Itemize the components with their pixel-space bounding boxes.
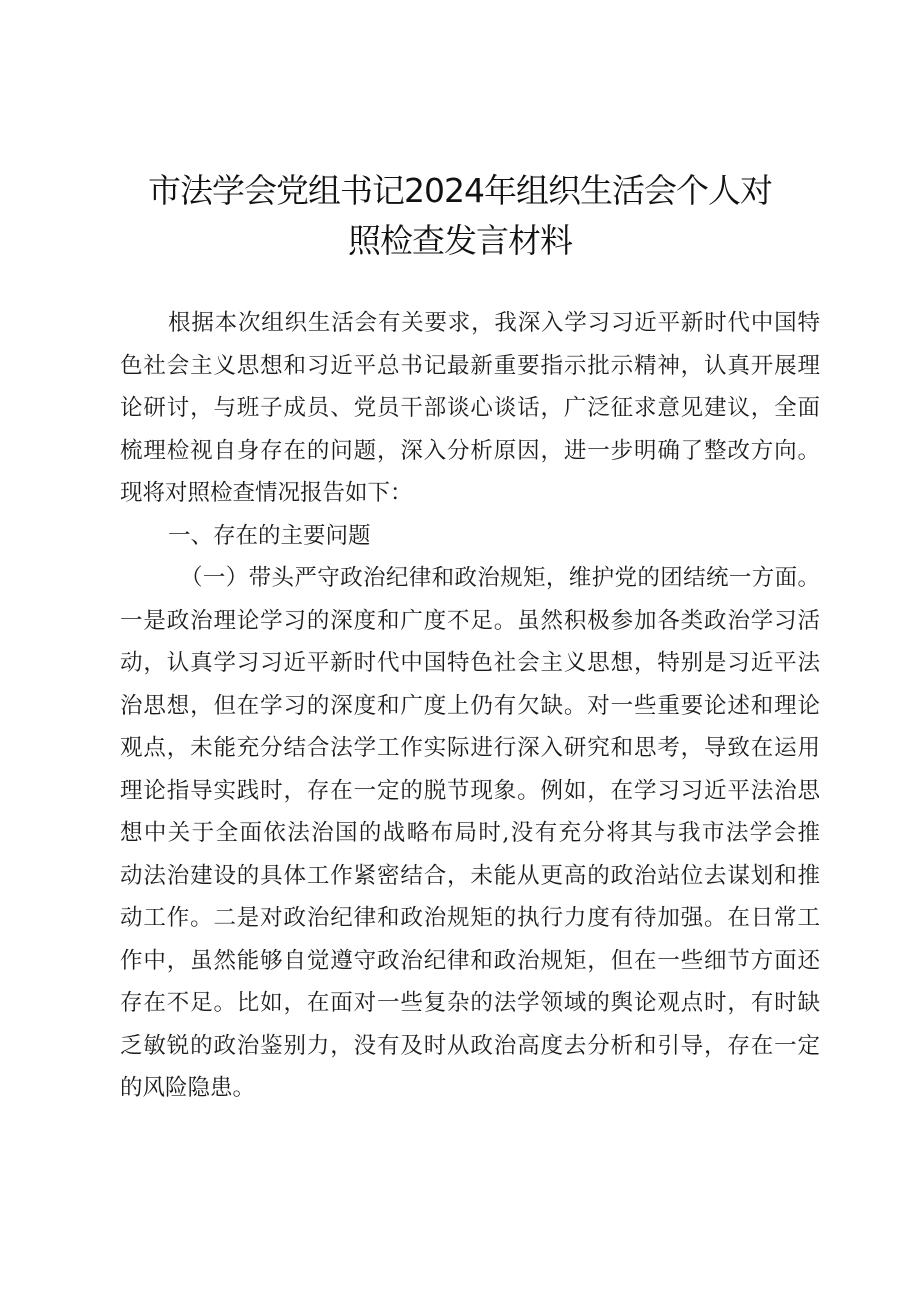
section-heading [120, 515, 820, 558]
title-line-2: 照检查发言材料 [348, 221, 572, 260]
document-title [120, 166, 800, 266]
text-line: 论研讨，与班子成员、党员干部谈心谈话，广泛征求意见建议，全面 [120, 395, 820, 421]
title-line-1: 市法学会党组书记2024年组织生活会个人对 [148, 171, 772, 210]
text-line: 想中关于全面依法治国的战略布局时,没有充分将其与我市法学会推 [120, 820, 820, 846]
text-line: 治思想，但在学习的深度和广度上仍有欠缺。对一些重要论述和理论 [120, 692, 820, 719]
text-line: 存在不足。比如，在面对一些复杂的法学领域的舆论观点时，有时缺 [120, 990, 820, 1016]
text-line: 根据本次组织生活会有关要求，我深入学习习近平新时代中国特 [168, 310, 820, 336]
text-line: 作中，虽然能够自觉遵守政治纪律和政治规矩，但在一些细节方面还 [120, 947, 820, 974]
text-line: 动，认真学习习近平新时代中国特色社会主义思想，特别是习近平法 [120, 650, 820, 676]
section-heading-text: 一、存在的主要问题 [168, 522, 371, 549]
paragraph-issues [120, 557, 820, 1110]
paragraph-intro [120, 302, 820, 515]
subsection-heading-text: （一）带头严守政治纪律和政治规矩，维护党的团结统一方面。 [180, 565, 820, 591]
text-line: 动法治建设的具体工作紧密结合，未能从更高的政治站位去谋划和推 [120, 862, 820, 889]
text-line: 梳理检视自身存在的问题，深入分析原因，进一步明确了整改方向。 [120, 437, 820, 464]
text-line: 一是政治理论学习的深度和广度不足。虽然积极参加各类政治学习活 [120, 607, 820, 634]
text-line: 理论指导实践时，存在一定的脱节现象。例如，在学习习近平法治思 [120, 777, 820, 804]
text-line: 动工作。二是对政治纪律和政治规矩的执行力度有待加强。在日常工 [120, 905, 820, 931]
text-line: 乏敏锐的政治鉴别力，没有及时从政治高度去分析和引导，存在一定 [120, 1032, 820, 1059]
text-line: 的风险隐患。 [120, 1075, 256, 1101]
text-line: 现将对照检查情况报告如下： [120, 480, 413, 506]
text-line: 观点，未能充分结合法学工作实际进行深入研究和思考，导致在运用 [120, 735, 820, 761]
document-body [120, 302, 820, 1110]
text-line: 色社会主义思想和习近平总书记最新重要指示批示精神，认真开展理 [120, 352, 820, 379]
